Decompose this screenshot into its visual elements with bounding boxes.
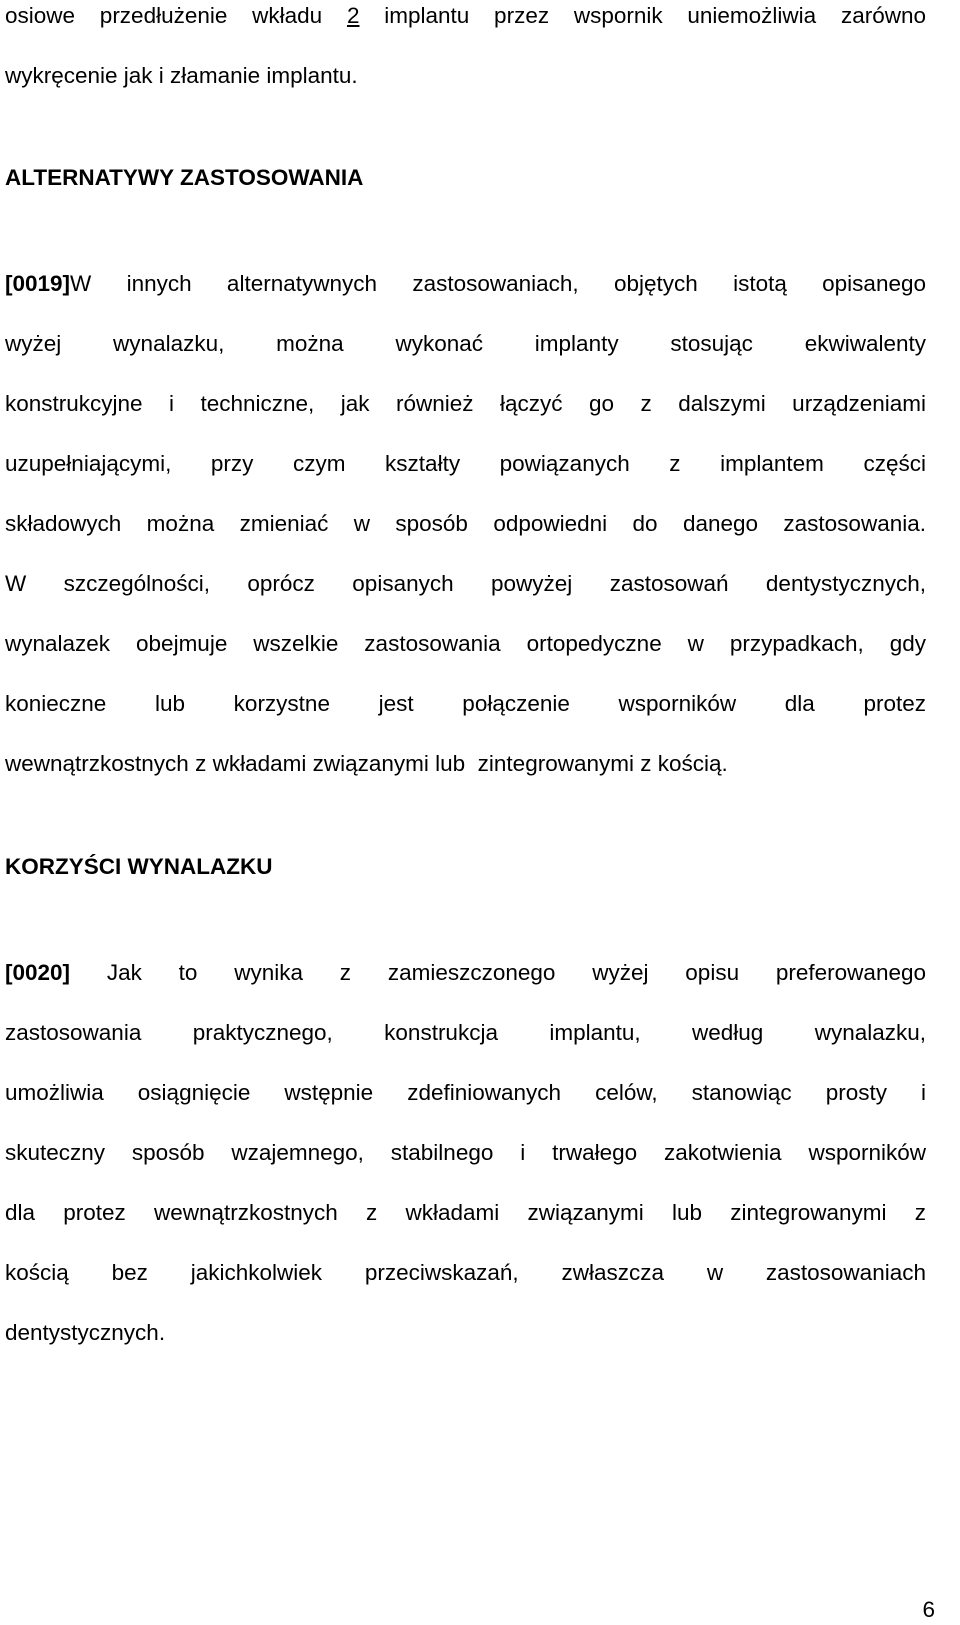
paragraph-0020-line-2: zastosowania praktycznego, konstrukcja implantu, według wynalazku,	[5, 1020, 926, 1045]
paragraph-0019-line-6: W szczególności, oprócz opisanych powyżej zastosowań dentystycznych,	[5, 571, 926, 596]
paragraph-0019-line-7: wynalazek obejmuje wszelkie zastosowania ortopedyczne w przypadkach, gdy	[5, 631, 926, 656]
reference-numeral: 2	[346, 3, 360, 28]
paragraph-text: Jak to wynika z zamieszczonego wyżej opisu preferowanego	[70, 960, 926, 985]
paragraph-0020-line-5: dla protez wewnątrzkostnych z wkładami związanymi lub zintegrowanymi z	[5, 1200, 926, 1225]
paragraph-0019-line-8: konieczne lub korzystne jest połączenie wsporników dla protez	[5, 691, 926, 716]
paragraph-0019-line-1	[5, 269, 926, 299]
paragraph-0019-line-2: wyżej wynalazku, można wykonać implanty stosując ekwiwalenty	[5, 331, 926, 356]
paragraph-0019-line-3: konstrukcyjne i techniczne, jak również łączyć go z dalszymi urządzeniami	[5, 391, 926, 416]
page-number: 6	[922, 1597, 935, 1622]
paragraph-0019-line-4: uzupełniającymi, przy czym kształty powiązanych z implantem części	[5, 451, 926, 476]
section-heading-alternatives: ALTERNATYWY ZASTOSOWANIA	[5, 165, 364, 190]
paragraph-0020-line-1	[5, 958, 926, 988]
paragraph-number-0020: [0020]	[5, 960, 71, 985]
paragraph-0020-line-7: dentystycznych.	[5, 1320, 166, 1345]
section-heading-benefits: KORZYŚCI WYNALAZKU	[5, 854, 273, 879]
paragraph-0019-line-5: składowych można zmieniać w sposób odpowiedni do danego zastosowania.	[5, 511, 926, 536]
paragraph-0020-line-3: umożliwia osiągnięcie wstępnie zdefiniowanych celów, stanowiąc prosty i	[5, 1080, 926, 1105]
continuation-text-after: implantu przez wspornik uniemożliwia zarówno	[359, 3, 927, 28]
paragraph-0019-line-9: wewnątrzkostnych z wkładami związanymi lub zintegrowanymi z kością.	[5, 751, 728, 776]
continuation-line-2: wykręcenie jak i złamanie implantu.	[5, 63, 358, 88]
paragraph-number-0019: [0019]	[5, 271, 71, 296]
paragraph-text: W innych alternatywnych zastosowaniach, objętych istotą opisanego	[70, 271, 926, 296]
paragraph-0020-line-6: kością bez jakichkolwiek przeciwskazań, zwłaszcza w zastosowaniach	[5, 1260, 926, 1285]
paragraph-0020-line-4: skuteczny sposób wzajemnego, stabilnego i trwałego zakotwienia wsporników	[5, 1140, 926, 1165]
continuation-text-before: osiowe przedłużenie wkładu	[5, 3, 347, 28]
continuation-line-1	[5, 1, 926, 31]
